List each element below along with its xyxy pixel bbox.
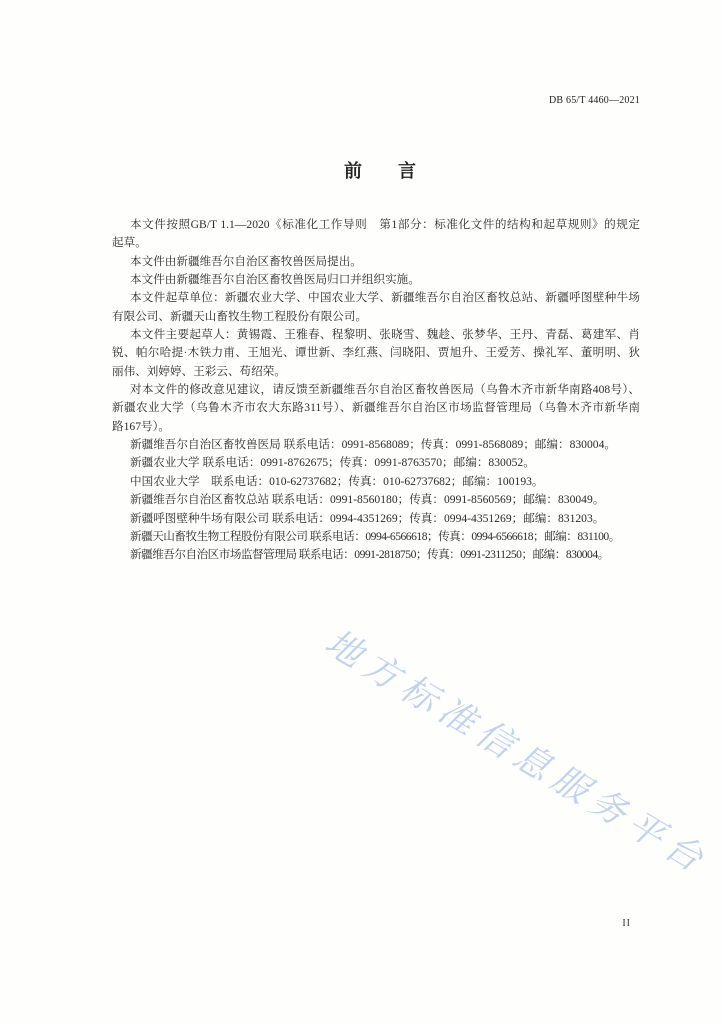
- paragraph-feedback: [112, 381, 640, 436]
- paragraph-line: 本文件起草单位：新疆农业大学、中国农业大学、新疆维吾尔自治区畜牧总站、新疆呼图壁种牛场: [130, 291, 640, 305]
- contact-list: [112, 436, 640, 564]
- paragraph-drafters: [112, 326, 640, 381]
- paragraph-line: 新疆农业大学（乌鲁木齐市农大东路311号）、新疆维吾尔自治区市场监督管理局（乌鲁木齐市新华南: [112, 401, 640, 415]
- contact-line: 中国农业大学 联系电话：010-62737682；传真：010-62737682；邮编：100193。: [130, 474, 544, 488]
- contact-line: 新疆呼图壁种牛场有限公司 联系电话：0994-4351269；传真：0994-4351269；邮编：831203。: [130, 511, 605, 525]
- paragraph-drafting-units: [112, 289, 640, 326]
- paragraph-drafting-basis: [112, 216, 640, 253]
- paragraph-line: 对本文件的修改意见建议，请反馈至新疆维吾尔自治区畜牧兽医局（乌鲁木齐市新华南路408号）、: [130, 383, 640, 397]
- contact-line: 新疆维吾尔自治区畜牧总站 联系电话：0991-8560180；传真：0991-8560569；邮编：830049。: [130, 493, 605, 507]
- contact-line: 新疆农业大学 联系电话：0991-8762675；传真：0991-8763570；邮编：830052。: [130, 456, 535, 470]
- standard-number: DB 65/T 4460—2021: [549, 95, 640, 106]
- page-number: II: [622, 918, 631, 929]
- contact-line: 新疆维吾尔自治区市场监督管理局 联系电话：0991-2818750；传真：0991-2311250；邮编：830004。: [130, 548, 609, 562]
- paragraph-line: 本文件主要起草人：黄锡霞、王雅春、程黎明、张晓雪、魏趁、张梦华、王丹、青磊、葛建军、肖: [130, 328, 640, 342]
- paragraph-line: 丽伟、刘婷婷、王彩云、苟绍荣。: [112, 364, 286, 378]
- contact-line: 新疆天山畜牧生物工程股份有限公司 联系电话：0994-6566618；传真：0994-6566618；邮编：831100。: [130, 529, 620, 543]
- paragraph-line: 锐、帕尔哈提·木铁力甫、王旭光、谭世新、李红燕、闫晓阳、贾旭升、王爱芳、操礼军、董明明、狄: [112, 346, 640, 360]
- preface-body: [112, 216, 640, 565]
- paragraph-line: 本文件由新疆维吾尔自治区畜牧兽医局提出。: [130, 254, 362, 268]
- paragraph-responsible-unit: [112, 271, 640, 289]
- paragraph-line: 起草。: [112, 236, 147, 250]
- paragraph-line: 有限公司、新疆天山畜牧生物工程股份有限公司。: [112, 309, 368, 323]
- paragraph-line: 路167号）。: [112, 419, 170, 433]
- paragraph-line: 本文件由新疆维吾尔自治区畜牧兽医局归口并组织实施。: [130, 273, 420, 287]
- page-title: 前 言: [344, 161, 416, 182]
- contact-line: 新疆维吾尔自治区畜牧兽医局 联系电话：0991-8568089；传真：0991-8568089；邮编：830004。: [130, 438, 616, 452]
- watermark: 地方标准信息服务平台: [317, 621, 716, 884]
- paragraph-line: 本文件按照GB/T 1.1—2020《标准化工作导则 第1部分：标准化文件的结构和起草规则》的规定: [130, 218, 640, 231]
- paragraph-proposer: [112, 253, 640, 271]
